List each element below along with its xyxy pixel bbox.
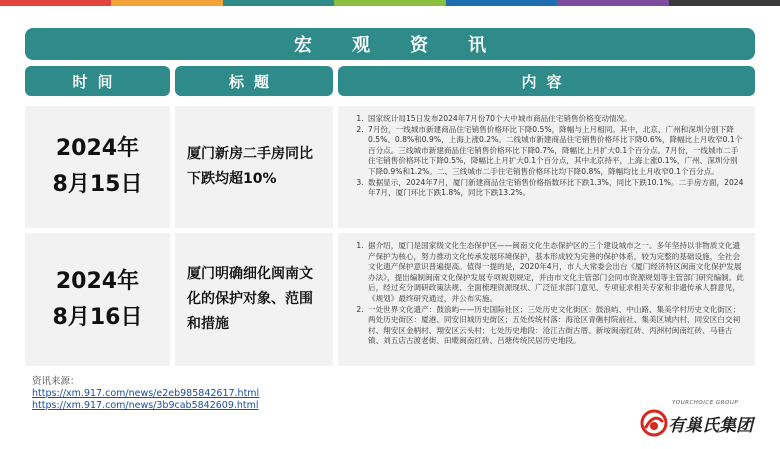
sources <box>32 376 259 412</box>
sources-label: 资讯来源： <box>32 376 80 387</box>
top-bar-segment <box>111 0 222 6</box>
top-bar-segment <box>223 0 334 6</box>
row-headline <box>175 233 333 366</box>
header-content: 内容 <box>338 66 755 96</box>
logo-name: 有巢氏集团 <box>668 416 753 436</box>
top-color-bar <box>0 0 780 6</box>
content-item: 1. 据介绍，厦门是国家级文化生态保护区——闽南文化生态保护区的三个建设城市之一。多年坚持以非物质文化遗产保护为核心，努力推动文化传承发展环境保护，基本形成较为完善的保护体系，较为完整的基础设施，全社会文化遗产保护意识普遍提高。值得一提的是，2020年4月，市人大常委会出台《厦门经济特区闽南文化保护发展办法》，提出编制闽南文化保护发展专项规划规定，并由市文化主管部门会同市资源规划等主管部门研究编制。此后，经过充分调研政策法规、全面梳理资源现状、广泛征求部门意见、专项征求相关专家和非遗传承人群意见，《规划》最终研究通过，并公布实施。 <box>366 241 745 305</box>
date-year: 2024年 <box>55 136 140 161</box>
top-bar-segment <box>669 0 780 6</box>
top-bar-segment <box>557 0 668 6</box>
row-headline <box>175 106 333 228</box>
header-title: 标题 <box>175 66 333 96</box>
top-bar-segment <box>334 0 445 6</box>
content-list <box>348 114 745 199</box>
logo-subtitle: YOURCHOICE GROUP <box>672 400 739 406</box>
row-content <box>338 233 755 366</box>
source-link[interactable]: https://xm.917.com/news/3b9cab5842609.html <box>32 400 259 411</box>
date-day: 8月16日 <box>52 304 143 330</box>
company-logo-icon <box>640 409 668 437</box>
content-item: 3. 数据显示，2024年7月，厦门新建商品住宅销售价格指数环比下跌1.3%，同比下跌10.1%。二手房方面，2024年7月，厦门环比下跌1.8%，同比下跌13.2%。 <box>366 178 745 199</box>
headline-text: 厦门新房二手房同比下跌均超10% <box>187 146 313 187</box>
top-bar-segment <box>446 0 557 6</box>
source-link[interactable]: https://xm.917.com/news/e2eb985842617.html <box>32 388 260 399</box>
page-title: 宏观资讯 <box>25 28 755 60</box>
date-year: 2024年 <box>55 268 140 294</box>
content-item: 2. 7月份，一线城市新建商品住宅销售价格环比下降0.5%，降幅与上月相同。其中，北京、广州和深圳分别下降0.5%、0.8%和0.9%，上海上涨0.2%。二线城市新建商品住宅销售价格环比下降0.6%，降幅比上月收窄0.1个百分点。三线城市新建商品住宅销售价格环比下降0.7%，降幅比上月扩大0.1个百分点。7月份，一线城市二手住宅销售价格环比下降0.5%，降幅比上月扩大0.1个百分点，其中北京持平，上海上涨0.1%，广州、深圳分别下降0.9%和1.2%。二、三线城市二手住宅销售价格环比均下降0.8%，降幅均比上月收窄0.1个百分点。 <box>366 125 745 178</box>
content-item: 1. 国家统计局15日发布2024年7月份70个大中城市商品住宅销售价格变动情况。 <box>366 114 745 125</box>
content-item: 2. 一处世界文化遗产：鼓浪屿——历史国际社区；三处历史文化街区：鼓浪屿、中山路、集美学村历史文化街区；两处历史街区：厦港、同安旧城历史街区；五处传统村落：海沧区青礁村院前社、集美区城内村、同安区白交祠村、翔安区金柄村、翔安区云头村；七处历史地段：沧江古街古厝、新垵闽南红砖、丙洲村闽南红砖、马巷古镇、刘五店古渡老街、田墘闽南红砖、吕塘传统民居历史地段。 <box>366 305 745 347</box>
content-list <box>348 241 745 347</box>
row-date <box>25 106 170 228</box>
headline-text: 厦门明确细化闽南文化的保护对象、范围和措施 <box>187 266 313 332</box>
row-content <box>338 106 755 228</box>
top-bar-segment <box>0 0 111 6</box>
header-time: 时间 <box>25 66 170 96</box>
row-date <box>25 233 170 366</box>
date-day: 8月15日 <box>52 172 143 197</box>
